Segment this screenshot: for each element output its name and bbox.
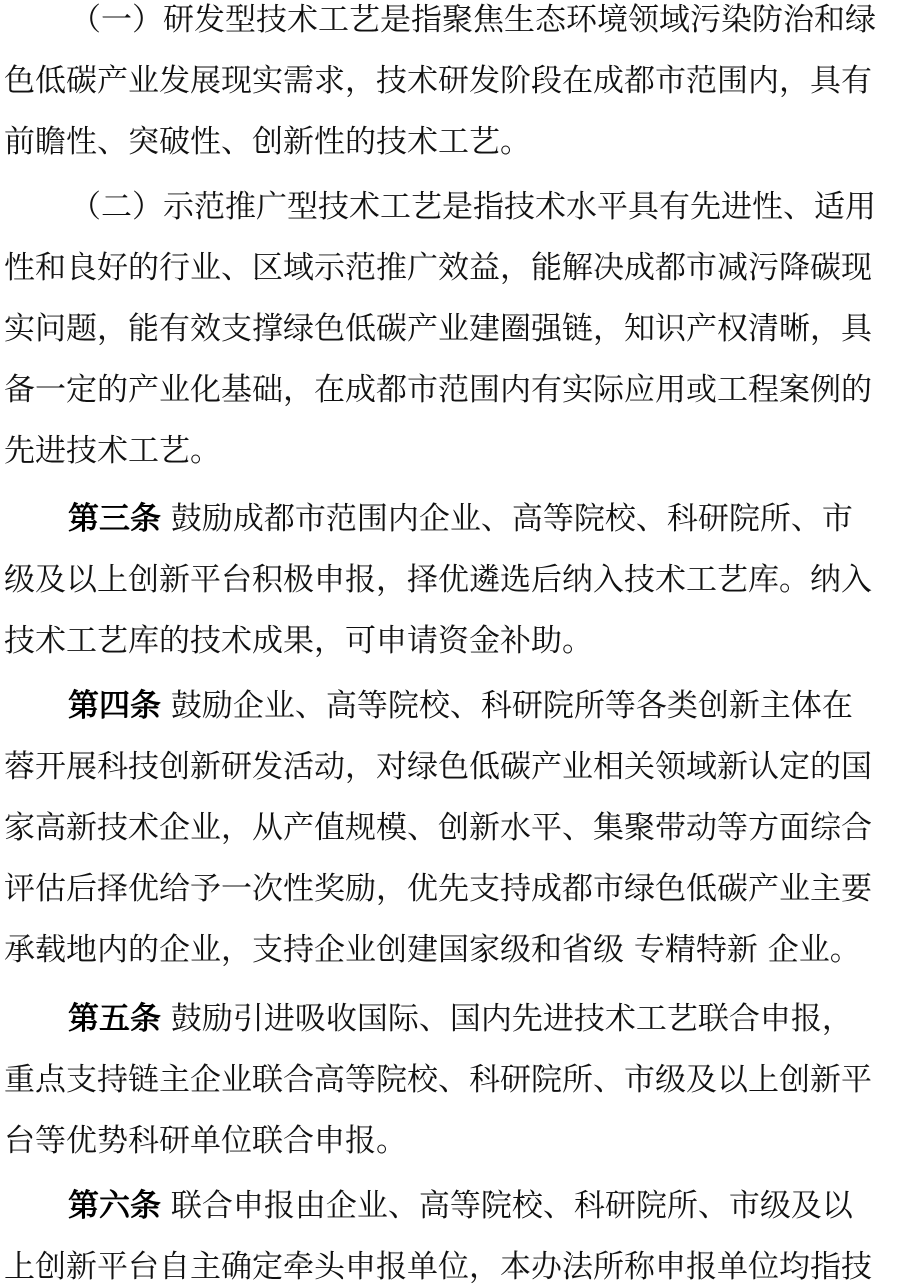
text-line: 色低碳产业发展现实需求，技术研发阶段在成都市范围内，具有: [4, 63, 872, 99]
text-line: [68, 999, 853, 1039]
text-line: 先进技术工艺。: [4, 433, 221, 469]
text-line: 技术工艺库的技术成果，可申请资金补助。: [4, 623, 593, 659]
text-line: [68, 1186, 853, 1226]
text-line: 上创新平台自主确定牵头申报单位，本办法所称申报单位均指技: [4, 1249, 872, 1285]
text-line: （一）研发型技术工艺是指聚焦生态环境领域污染防治和绿: [70, 2, 876, 38]
text-line: 性和良好的行业、区域示范推广效益，能解决成都市减污降碳现: [4, 250, 872, 286]
text-line: 重点支持链主企业联合高等院校、科研院所、市级及以上创新平: [4, 1062, 872, 1098]
text-line: 实问题，能有效支撑绿色低碳产业建圈强链，知识产权清晰，具: [4, 311, 872, 347]
text-line: [68, 686, 853, 726]
article-text: 鼓励引进吸收国际、国内先进技术工艺联合申报，: [170, 1001, 853, 1037]
text-line: 家高新技术企业，从产值规模、创新水平、集聚带动等方面综合: [4, 810, 872, 846]
article-heading: 第四条: [68, 688, 161, 724]
text-line: （二）示范推广型技术工艺是指技术水平具有先进性、适用: [70, 189, 876, 225]
text-line: 承载地内的企业，支持企业创建国家级和省级 专精特新 企业。: [4, 932, 861, 968]
text-line: 蓉开展科技创新研发活动，对绿色低碳产业相关领域新认定的国: [4, 749, 872, 785]
text-line: 台等优势科研单位联合申报。: [4, 1123, 407, 1159]
text-line: [68, 499, 853, 539]
text-line: 备一定的产业化基础，在成都市范围内有实际应用或工程案例的: [4, 372, 872, 408]
text-line: 前瞻性、突破性、创新性的技术工艺。: [4, 124, 531, 160]
article-heading: 第三条: [68, 501, 161, 537]
article-text: 联合申报由企业、高等院校、科研院所、市级及以: [170, 1188, 853, 1224]
article-heading: 第五条: [68, 1001, 161, 1037]
article-text: 鼓励成都市范围内企业、高等院校、科研院所、市: [170, 501, 853, 537]
text-line: 评估后择优给予一次性奖励，优先支持成都市绿色低碳产业主要: [4, 871, 872, 907]
article-text: 鼓励企业、高等院校、科研院所等各类创新主体在: [170, 688, 853, 724]
text-line: 级及以上创新平台积极申报，择优遴选后纳入技术工艺库。纳入: [4, 562, 872, 598]
article-heading: 第六条: [68, 1188, 161, 1224]
